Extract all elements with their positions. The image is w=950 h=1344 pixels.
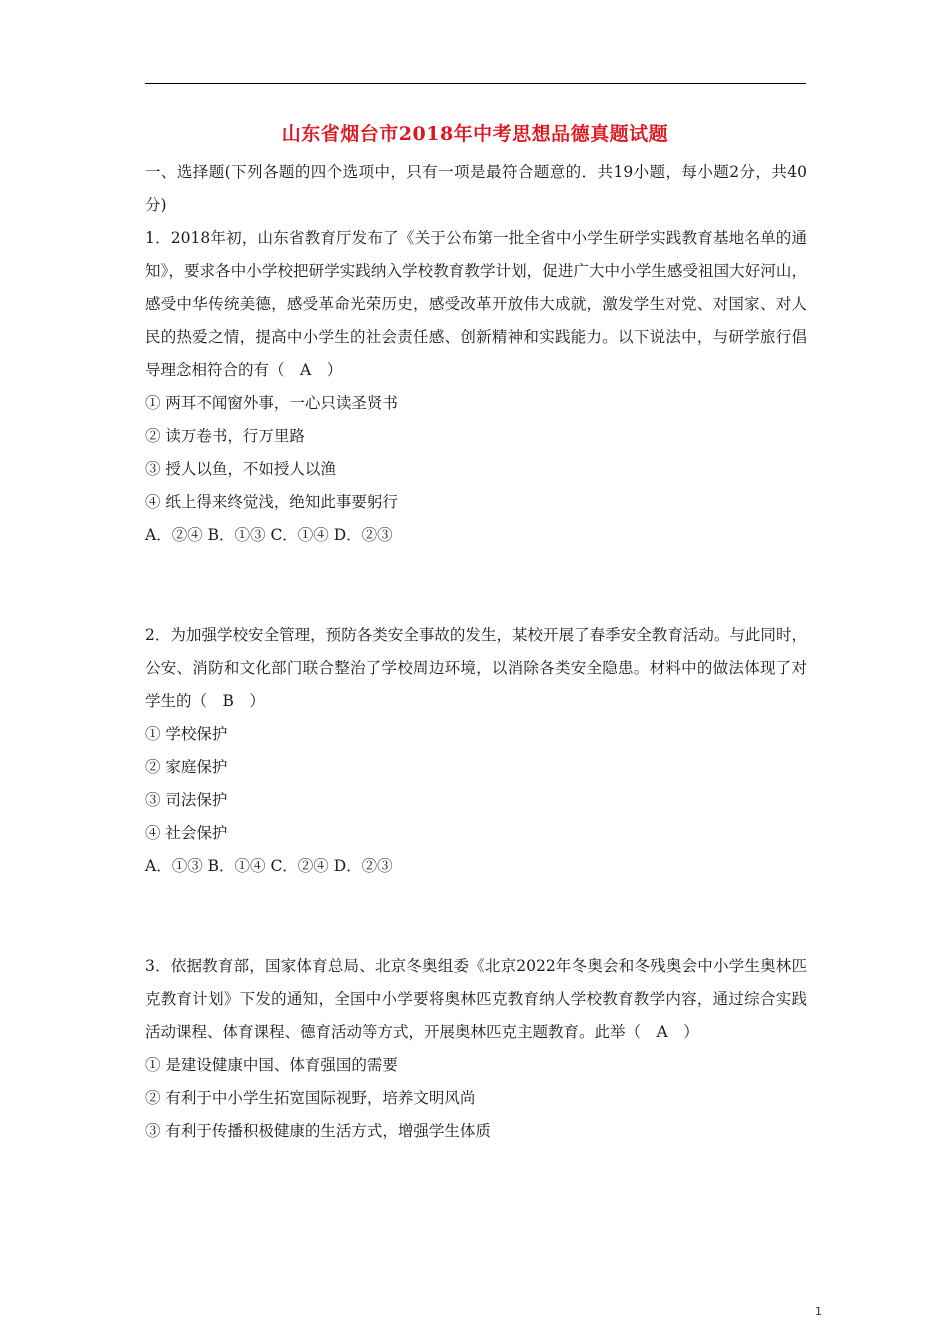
answer-choices: A．①③ B．①④ C．②④ D．②③ bbox=[145, 857, 393, 875]
spacer bbox=[145, 552, 807, 619]
option-item: ② 有利于中小学生拓宽国际视野，培养文明风尚 bbox=[145, 1089, 476, 1107]
option-item: ② 读万卷书，行万里路 bbox=[145, 427, 305, 445]
page-number: 1 bbox=[815, 1305, 822, 1318]
question-2 bbox=[145, 619, 807, 883]
option-item: ③ 授人以鱼，不如授人以渔 bbox=[145, 460, 336, 478]
option-item: ② 家庭保护 bbox=[145, 758, 228, 776]
option-item: ① 两耳不闻窗外事，一心只读圣贤书 bbox=[145, 394, 398, 412]
answer-choices: A．②④ B．①③ C．①④ D．②③ bbox=[145, 526, 393, 544]
question-stem: 3．依据教育部，国家体育总局、北京冬奥组委《北京2022年冬奥会和冬残奥会中小学生奥林匹克教育计划》下发的通知，全国中小学要将奥林匹克教育纳人学校教育教学内容，通过综合实践活动课程、体育课程、德育活动等方式，开展奥林匹克主题教育。此举（ A ） bbox=[145, 957, 807, 1041]
option-item: ④ 纸上得来终觉浅，绝知此事要躬行 bbox=[145, 493, 398, 511]
question-stem: 1．2018年初，山东省教育厅发布了《关于公布第一批全省中小学生研学实践教育基地名单的通知》，要求各中小学校把研学实践纳入学校教育教学计划，促进广大中小学生感受祖国大好河山，感受中华传统美德，感受革命光荣历史，感受改革开放伟大成就，激发学生对党、对国家、对人民的热爱之情，提高中小学生的社会责任感、创新精神和实践能力。以下说法中，与研学旅行倡导理念相符合的有（ A ） bbox=[145, 229, 807, 379]
option-item: ③ 司法保护 bbox=[145, 791, 228, 809]
option-item: ④ 社会保护 bbox=[145, 824, 228, 842]
page-title: 山东省烟台市2018年中考思想品德真题试题 bbox=[281, 123, 669, 145]
question-1 bbox=[145, 222, 807, 552]
header-rule bbox=[145, 83, 806, 84]
section-header: 一、选择题(下列各题的四个选项中，只有一项是最符合题意的．共19小题，每小题2分，共40分) bbox=[145, 163, 807, 214]
spacer bbox=[145, 883, 807, 950]
question-3 bbox=[145, 950, 807, 1148]
question-stem: 2．为加强学校安全管理，预防各类安全事故的发生，某校开展了春季安全教育活动。与此同时，公安、消防和文化部门联合整治了学校周边环境，以消除各类安全隐患。材料中的做法体现了对学生的（ B ） bbox=[145, 626, 807, 710]
option-item: ① 学校保护 bbox=[145, 725, 228, 743]
option-item: ③ 有利于传播积极健康的生活方式，增强学生体质 bbox=[145, 1122, 491, 1140]
document-body bbox=[145, 156, 807, 1148]
option-item: ① 是建设健康中国、体育强国的需要 bbox=[145, 1056, 398, 1074]
